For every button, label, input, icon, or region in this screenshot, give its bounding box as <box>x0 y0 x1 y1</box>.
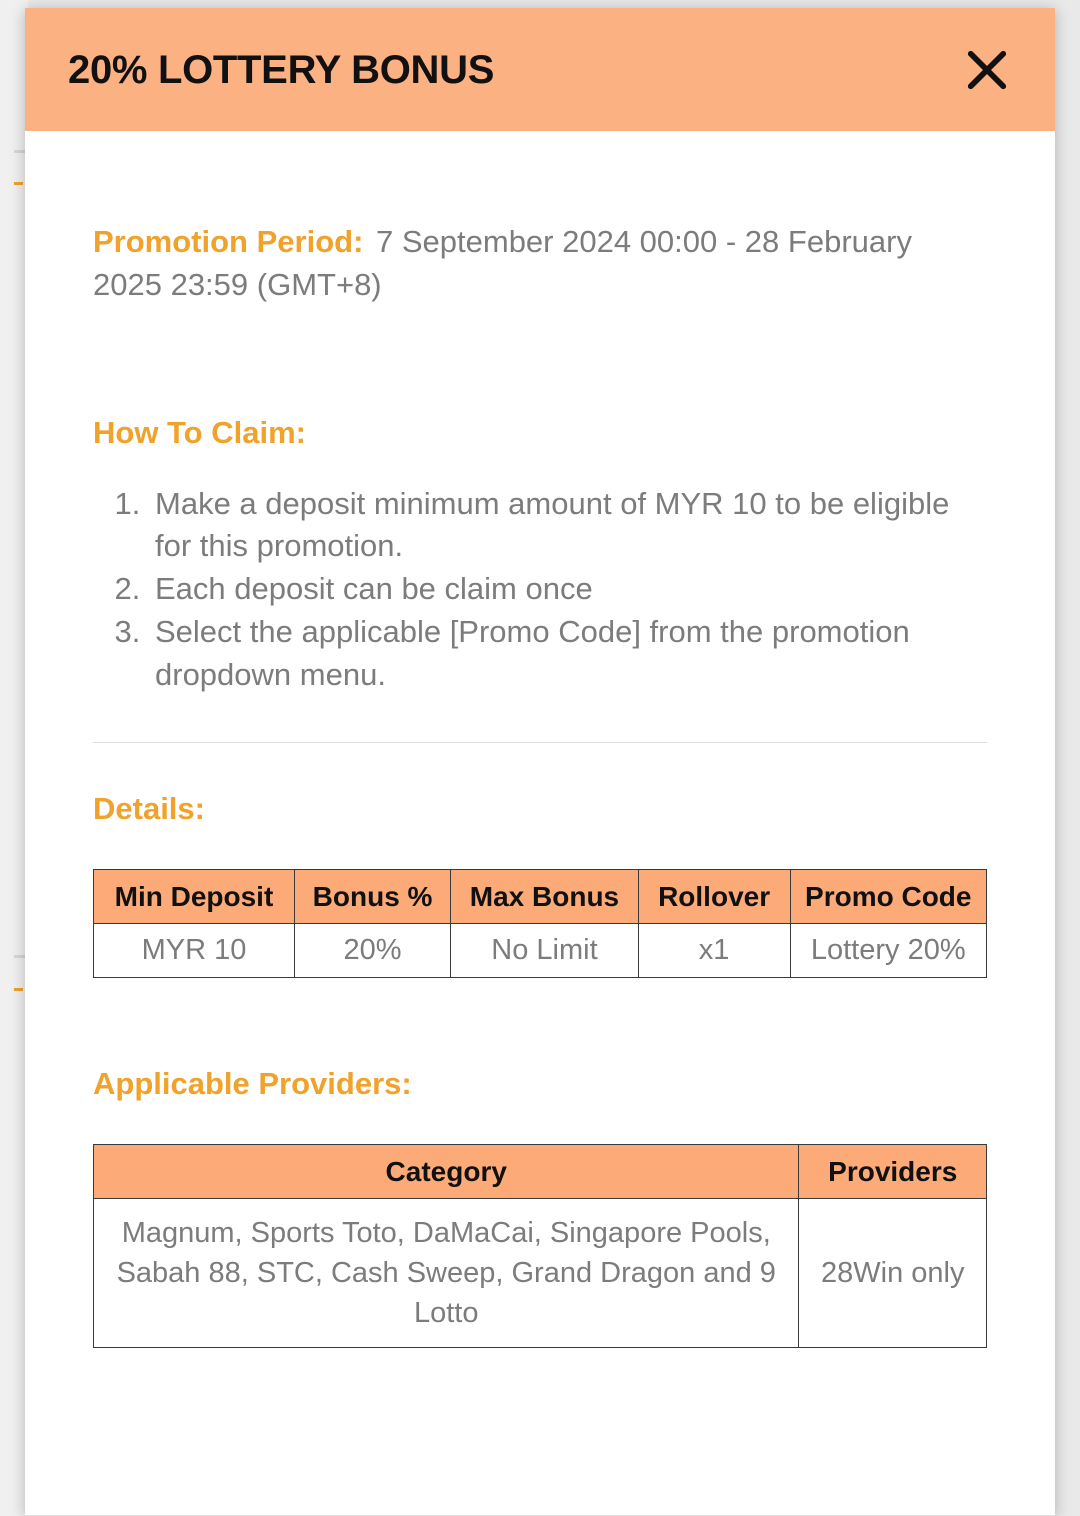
list-item: 3. Select the applicable [Promo Code] from the promotion dropdown menu. <box>149 611 987 697</box>
table-row <box>94 1199 987 1348</box>
column-header-providers: Providers <box>799 1145 987 1199</box>
column-header-bonus-percent: Bonus % <box>294 870 450 924</box>
modal-title: 20% LOTTERY BONUS <box>68 47 495 92</box>
backdrop-left-strip <box>0 0 28 1516</box>
close-icon[interactable] <box>959 42 1015 98</box>
cell-min-deposit: MYR 10 <box>94 924 295 978</box>
list-item: 1. Make a deposit minimum amount of MYR 10 to be eligible for this promotion. <box>149 483 987 569</box>
table-header-row <box>94 870 987 924</box>
modal-header <box>25 8 1055 131</box>
column-header-min-deposit: Min Deposit <box>94 870 295 924</box>
list-item: 2. Each deposit can be claim once <box>149 568 987 611</box>
applicable-providers-title: Applicable Providers: <box>93 1066 412 1102</box>
column-header-category: Category <box>94 1145 799 1199</box>
cell-bonus-percent: 20% <box>294 924 450 978</box>
section-divider <box>93 742 987 743</box>
details-title: Details: <box>93 791 205 827</box>
details-table <box>93 869 987 978</box>
cell-providers: 28Win only <box>799 1199 987 1348</box>
table-row <box>94 924 987 978</box>
cell-rollover: x1 <box>638 924 790 978</box>
close-icon-glyph <box>965 47 1009 93</box>
backdrop-artifact <box>14 988 23 991</box>
column-header-rollover: Rollover <box>638 870 790 924</box>
table-header-row <box>94 1145 987 1199</box>
claim-steps-list <box>93 483 987 697</box>
promotion-period-value: 7 September 2024 00:00 - 28 February 2025 23:59 (GMT+8) <box>93 224 912 302</box>
modal-body <box>25 221 1055 1348</box>
column-header-max-bonus: Max Bonus <box>451 870 639 924</box>
cell-promo-code: Lottery 20% <box>790 924 987 978</box>
backdrop-artifact <box>14 182 23 185</box>
promotion-period <box>93 221 987 307</box>
how-to-claim-title: How To Claim: <box>93 414 306 450</box>
cell-max-bonus: No Limit <box>451 924 639 978</box>
promotion-period-label: Promotion Period: <box>93 224 364 259</box>
promotion-modal <box>25 8 1055 1516</box>
cell-category: Magnum, Sports Toto, DaMaCai, Singapore Pools, Sabah 88, STC, Cash Sweep, Grand Dragon and 9 Lotto <box>94 1199 799 1348</box>
column-header-promo-code: Promo Code <box>790 870 987 924</box>
providers-table <box>93 1144 987 1348</box>
